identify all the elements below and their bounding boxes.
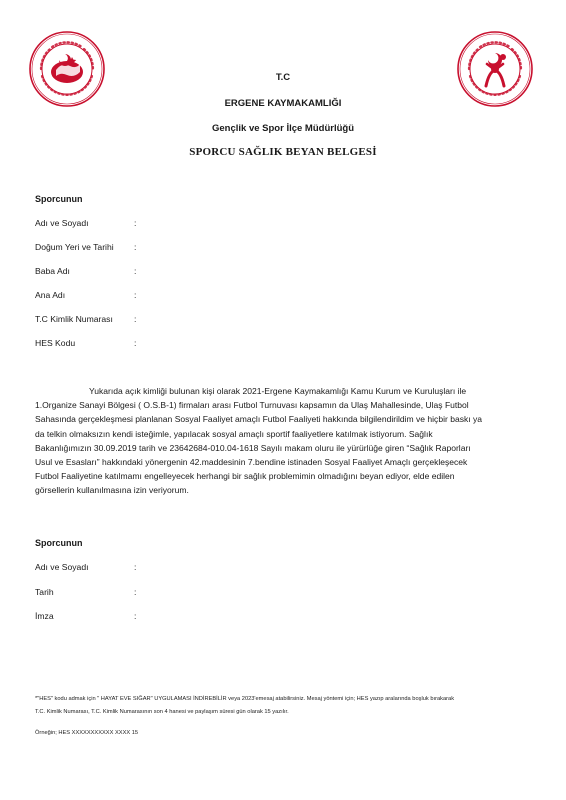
youth-sports-directorate-seal-icon xyxy=(456,30,534,108)
field-colon: : xyxy=(134,290,137,300)
document-title: SPORCU SAĞLIK BEYAN BELGESİ xyxy=(189,146,377,158)
field-colon: : xyxy=(134,338,137,348)
field-label-birthplace-date: Doğum Yeri ve Tarihi xyxy=(35,242,114,252)
declaration-line: Usul ve Esasları” hakkındaki yönergenin 42.maddesinin 7.bendine istinaden Sosyal Faaliyet Amaçlı gerçekleşecek xyxy=(35,457,468,468)
signature-field-label-name: Adı ve Soyadı xyxy=(35,562,89,572)
declaration-line: 1.Organize Sanayi Bölgesi ( O.S.B-1) firmaları arası Futbol Turnuvası kapsamın da Ulaş Mahallesinde, Ulaş Futbol xyxy=(35,400,469,411)
header-district: ERGENE KAYMAKAMLIĞI xyxy=(224,98,342,109)
field-label-hes-code: HES Kodu xyxy=(35,338,76,348)
declaration-line: Yukarıda açık kimliği bulunan kişi olarak 2021-Ergene Kaymakamlığı Kamu Kurum ve Kuruluşları ile xyxy=(89,386,467,396)
field-colon: : xyxy=(134,242,137,252)
field-colon: : xyxy=(134,266,137,276)
signature-field-label-signature: İmza xyxy=(35,611,54,621)
field-label-mother-name: Ana Adı xyxy=(35,290,66,300)
footnote-example: Örneğin; HES XXXXXXXXXXX XXXX 15 xyxy=(35,730,139,736)
field-colon: : xyxy=(134,587,137,597)
footnote-line-1: *"HES" kodu admak için " HAYAT EVE SIĞAR" UYGULAMASI İNDİREBİLİR veya 2023'emesaj atabilirsiniz. Mesaj yöntemi için; HES yazıp aralarında boşluk bırakarak xyxy=(35,696,455,702)
declaration-line: Bakanlığımızın 30.09.2019 tarih ve 23642684-010.04-1618 Sayılı makam oluru ile yürürlüğe giren “Sağlık Raporları xyxy=(35,442,471,453)
header-directorate: Gençlik ve Spor İlçe Müdürlüğü xyxy=(212,123,354,134)
declaration-line: görsellerin kullanılmasına izin veriyorum. xyxy=(35,485,189,496)
field-label-name: Adı ve Soyadı xyxy=(35,218,89,228)
signature-section-title: Sporcunun xyxy=(35,538,83,548)
header-tc: T.C xyxy=(275,72,291,83)
ministry-seal-emblem-icon xyxy=(28,30,106,108)
field-colon: : xyxy=(134,314,137,324)
field-colon: : xyxy=(134,611,137,621)
athlete-section-title: Sporcunun xyxy=(35,194,83,204)
field-label-father-name: Baba Adı xyxy=(35,266,70,276)
declaration-line: da telkin olmaksızın kendi isteğimle, yapılacak sosyal amaçlı sportif faaliyetlere katılmak istiyorum. Sağlık xyxy=(35,428,433,439)
declaration-line: Sahasında gerçekleşmesi planlanan Sosyal Faaliyet amaçlı Futbol Faaliyeti hakkında bilgilendirildim ve hiçbir baskı ya xyxy=(35,414,483,425)
field-label-id-number: T.C Kimlik Numarası xyxy=(35,314,113,324)
footnote-line-2: T.C. Kimlik Numarası, T.C. Kimlik Numarasının son 4 hanesi ve paylaşım süresi gün olarak 15 yazılır. xyxy=(35,709,289,715)
field-colon: : xyxy=(134,218,137,228)
declaration-paragraph xyxy=(35,384,535,498)
signature-field-label-date: Tarih xyxy=(35,587,54,597)
field-colon: : xyxy=(134,562,137,572)
declaration-line: Futbol Faaliyetine katılmamı engelleyecek herhangi bir sağlık problemimin olmadığını beyan ediyor, elde edilen xyxy=(35,471,455,482)
